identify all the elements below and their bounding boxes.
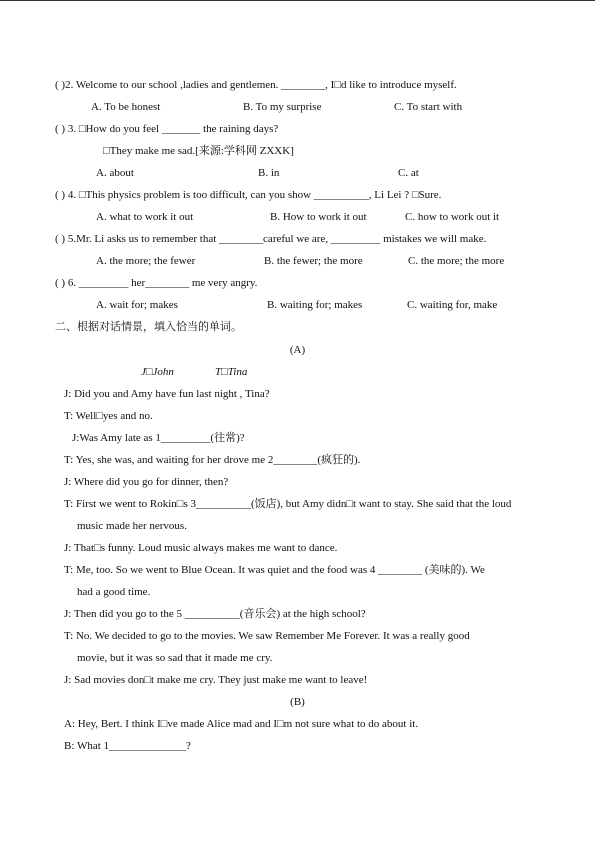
dialog-a-line: J:Was Amy late as 1_________(往常)?: [72, 432, 245, 444]
speaker-john: J□John: [141, 366, 174, 378]
dialog-a-line: movie, but it was so sad that it made me cry.: [77, 652, 273, 664]
q4-option-a: A. what to work it out: [96, 211, 194, 223]
q5-option-a: A. the more; the fewer: [96, 255, 196, 267]
q2-option-c: C. To start with: [394, 101, 463, 113]
q4-option-c: C. how to work out it: [405, 211, 500, 223]
dialog-b-line: A: Hey, Bert. I think I□ve made Alice mad and I□m not sure what to do about it.: [64, 718, 419, 730]
speaker-tina: T□Tina: [215, 366, 248, 378]
q3-answer-line: □They make me sad.[来源:学科网 ZXXK]: [103, 145, 294, 157]
question-4: ( ) 4. □This physics problem is too difficult, can you show __________, Li Lei ? □Sure.: [55, 189, 442, 201]
q5-option-b: B. the fewer; the more: [264, 255, 363, 267]
question-3: ( ) 3. □How do you feel _______ the raining days?: [55, 123, 279, 135]
dialog-a-line: T: No. We decided to go to the movies. We saw Remember Me Forever. It was a really good: [64, 630, 470, 642]
q2-option-a: A. To be honest: [91, 101, 161, 113]
dialog-a-line: J: Where did you go for dinner, then?: [64, 476, 229, 488]
dialog-a-line: J: That□s funny. Loud music always makes me want to dance.: [64, 542, 338, 554]
dialog-a-line: T: Well□yes and no.: [64, 410, 153, 422]
q4-option-b: B. How to work it out: [270, 211, 367, 223]
section-2-heading: 二、根据对话情景，填入恰当的单词。: [55, 321, 242, 333]
question-6: ( ) 6. _________ her________ me very angry.: [55, 277, 258, 289]
dialog-b-line: B: What 1______________?: [64, 740, 191, 752]
top-border-line: [0, 0, 595, 1]
dialog-a-line: T: First we went to Rokin□s 3__________(饭店), but Amy didn□t want to stay. She said that the loud: [64, 498, 512, 510]
q3-option-b: B. in: [258, 167, 280, 179]
dialog-a-line: had a good time.: [77, 586, 151, 598]
q5-option-c: C. the more; the more: [408, 255, 505, 267]
q2-option-b: B. To my surprise: [243, 101, 322, 113]
q3-option-a: A. about: [96, 167, 134, 179]
q6-option-a: A. wait for; makes: [96, 299, 178, 311]
question-5: ( ) 5.Mr. Li asks us to remember that ________careful we are, _________ mistakes we will make.: [55, 233, 487, 245]
part-a-label: (A): [289, 344, 306, 356]
question-2: ( )2. Welcome to our school ,ladies and gentlemen. ________, I□d like to introduce myself.: [55, 79, 457, 91]
dialog-a-line: J: Then did you go to the 5 __________(音乐会) at the high school?: [64, 608, 366, 620]
part-b-label: (B): [290, 696, 305, 708]
q3-option-c: C. at: [398, 167, 419, 179]
dialog-a-line: music made her nervous.: [77, 520, 187, 532]
dialog-a-line: T: Yes, she was, and waiting for her drove me 2________(疯狂的).: [64, 454, 361, 466]
q6-option-b: B. waiting for; makes: [267, 299, 363, 311]
dialog-a-line: T: Me, too. So we went to Blue Ocean. It was quiet and the food was 4 ________ (美味的). We: [64, 564, 485, 576]
dialog-a-line: J: Did you and Amy have fun last night , Tina?: [64, 388, 270, 400]
dialog-a-line: J: Sad movies don□t make me cry. They just make me want to leave!: [64, 674, 368, 686]
q6-option-c: C. waiting for, make: [407, 299, 498, 311]
